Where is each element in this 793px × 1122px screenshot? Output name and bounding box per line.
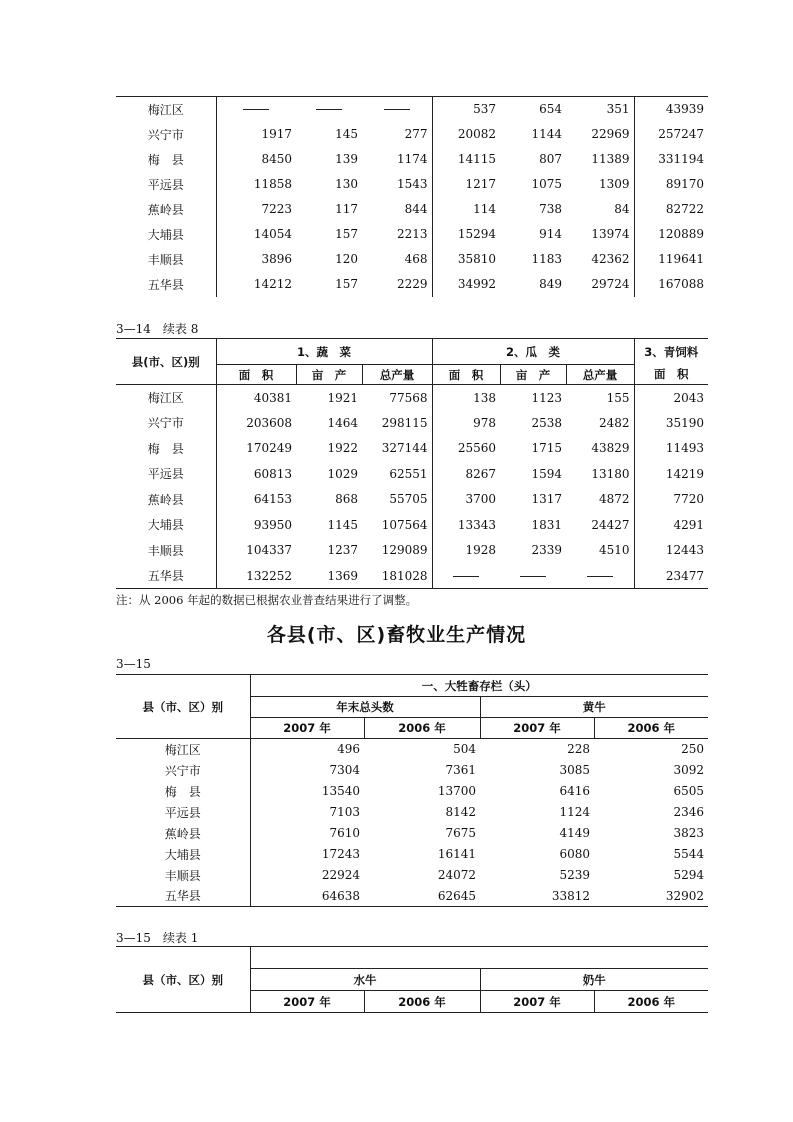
table-cell: 11389	[566, 147, 634, 172]
table-cell: 6080	[559, 847, 590, 861]
table-cell: 157	[335, 277, 358, 291]
table-row	[116, 122, 708, 147]
table-cell: 14115	[457, 152, 496, 166]
row-region-name: 五华县	[116, 563, 216, 589]
row-region-name: 蕉岭县	[116, 487, 216, 513]
table-cell: 1123	[531, 390, 563, 405]
table-cell	[500, 563, 566, 589]
table-cell	[296, 97, 362, 122]
table-cell: 7675	[445, 826, 476, 840]
table-cell: 13343	[457, 517, 497, 532]
table-cell: 5544	[673, 847, 704, 861]
table-cell: 5294	[673, 868, 704, 882]
header-total: 总产量	[566, 365, 634, 385]
table-cell: 2482	[566, 410, 634, 436]
table-cell: 7720	[673, 492, 705, 507]
table-cell: 35190	[665, 415, 705, 430]
table-cell: 129089	[362, 538, 432, 564]
table-cell: 504	[453, 742, 476, 757]
table-row	[116, 436, 708, 462]
row-region-name: 五华县	[116, 886, 250, 907]
table-row	[116, 802, 708, 823]
footnote: 注：从 2006 年起的数据已根据农业普查结果进行了调整。	[116, 593, 418, 607]
table-cell: 7304	[329, 763, 360, 777]
table-row	[116, 865, 708, 886]
table-cell	[216, 97, 296, 122]
table-cell: 1928	[465, 543, 497, 558]
header-melons: 2、瓜 类	[432, 339, 634, 365]
table-cell: 35810	[457, 252, 496, 266]
table-cell: 1715	[531, 441, 563, 456]
header-2007: 2007 年	[250, 991, 364, 1013]
dash-mark	[520, 576, 546, 577]
table-cell: 170249	[246, 441, 292, 456]
table-cell: 3085	[559, 763, 590, 777]
table-cell: 331194	[658, 152, 704, 166]
table-cell: 11858	[253, 177, 292, 191]
dash-mark	[453, 576, 479, 577]
table-cell: 2339	[531, 543, 563, 558]
table-cell: 849	[539, 277, 562, 291]
table-cell: 7103	[329, 805, 360, 819]
header-2007: 2007 年	[480, 991, 594, 1013]
table-body	[116, 385, 708, 589]
table-cell: 43939	[634, 97, 708, 122]
header-vegetables: 1、蔬 菜	[216, 339, 432, 365]
table-cell: 2213	[362, 222, 432, 247]
table-cell: 1217	[465, 177, 496, 191]
header-large-livestock: 一、大牲畜存栏（头）	[250, 675, 708, 697]
row-region-name: 蕉岭县	[116, 823, 250, 844]
table-cell: 2229	[362, 272, 432, 297]
table-cell: 11493	[665, 441, 705, 456]
table-cell	[432, 563, 500, 589]
table-cell	[362, 97, 432, 122]
table-cell: 77568	[362, 385, 432, 411]
table-cell: 1237	[327, 543, 358, 558]
table-cell: 42362	[566, 247, 634, 272]
table-cell: 139	[335, 152, 358, 166]
table-row	[116, 739, 708, 760]
table-label: 3—15	[116, 657, 151, 671]
header-blank	[250, 947, 708, 969]
table-cell: 1309	[566, 172, 634, 197]
table-cell: 120889	[658, 227, 704, 241]
table-cell: 2346	[673, 805, 704, 819]
table-cell: 130	[335, 177, 358, 191]
table-cell: 3896	[261, 252, 292, 266]
table-cell: 4291	[673, 517, 705, 532]
table-cell: 1464	[327, 415, 358, 430]
table-cell: 1174	[362, 147, 432, 172]
table-cell: 844	[362, 197, 432, 222]
table-cell: 14219	[665, 466, 705, 481]
table-cell: 20082	[457, 127, 496, 141]
table-cell: 34992	[457, 277, 496, 291]
table-cell: 155	[566, 385, 634, 411]
table-cell: 17243	[321, 847, 360, 861]
table-cell: 8142	[445, 805, 476, 819]
table-cell: 14054	[253, 227, 292, 241]
table-cell: 23477	[634, 563, 708, 589]
header-yield: 亩 产	[500, 365, 566, 385]
table-cell: 120	[335, 252, 358, 266]
table-row	[116, 385, 708, 411]
table-cell: 55705	[362, 487, 432, 513]
table-cell: 250	[681, 742, 704, 757]
table-cell: 1921	[327, 390, 358, 405]
table-cell: 3823	[673, 826, 704, 840]
header-green-fodder: 3、青饲料	[634, 339, 708, 365]
row-region-name: 梅江区	[116, 739, 250, 760]
dash-mark	[587, 576, 613, 577]
table-livestock	[116, 674, 708, 907]
row-region-name: 丰顺县	[116, 538, 216, 564]
table-row	[116, 272, 708, 297]
table-cell: 12443	[665, 543, 705, 558]
table-row	[116, 538, 708, 564]
table-cell: 145	[335, 127, 358, 141]
table-cell: 2538	[531, 415, 563, 430]
table-cell: 117	[335, 202, 358, 216]
table-label: 3—15 续表 1	[116, 931, 199, 945]
table-cell: 167088	[658, 277, 704, 291]
table-row	[116, 97, 708, 122]
table-cell: 114	[473, 202, 496, 216]
section-title: 各县(市、区)畜牧业生产情况	[266, 624, 527, 646]
row-region-name: 梅 县	[116, 147, 216, 172]
row-region-name: 梅江区	[116, 97, 216, 122]
header-2006: 2006 年	[594, 718, 708, 739]
header-area: 面 积	[432, 365, 500, 385]
table-row	[116, 147, 708, 172]
table-row	[116, 222, 708, 247]
row-region-name: 平远县	[116, 172, 216, 197]
header-2006: 2006 年	[364, 991, 480, 1013]
table-cell: 138	[473, 390, 497, 405]
header-cattle: 黄牛	[480, 697, 708, 718]
table-cell: 22969	[566, 122, 634, 147]
header-area: 面 积	[216, 365, 296, 385]
table-cell: 277	[362, 122, 432, 147]
table-cell: 33812	[480, 886, 594, 907]
table-cell: 351	[566, 97, 634, 122]
table-cell: 257247	[658, 127, 704, 141]
row-region-name: 平远县	[116, 461, 216, 487]
table-cell: 13540	[321, 784, 360, 798]
table-cell: 1917	[261, 127, 292, 141]
table-row	[116, 247, 708, 272]
header-dairy-cow: 奶牛	[480, 969, 708, 991]
table-cell: 14212	[253, 277, 292, 291]
table-cell: 228	[567, 742, 590, 757]
table-cell: 3700	[465, 492, 497, 507]
table-vegetables-melons	[116, 338, 708, 589]
table-cell: 32902	[594, 886, 708, 907]
table-cell: 181028	[362, 563, 432, 589]
table-cell: 4872	[566, 487, 634, 513]
table-buffalo-dairy	[116, 946, 708, 1013]
table-cell: 1124	[559, 805, 590, 819]
table-cell: 93950	[253, 517, 292, 532]
table-cell: 40381	[253, 390, 292, 405]
table-body	[116, 97, 708, 297]
table-cell: 104337	[246, 543, 292, 558]
row-region-name: 兴宁市	[116, 410, 216, 436]
table-cell: 64638	[250, 886, 364, 907]
table-cell: 1029	[327, 466, 358, 481]
table-cell: 64153	[253, 492, 292, 507]
table-cell: 978	[473, 415, 497, 430]
row-region-name: 大埔县	[116, 222, 216, 247]
table-cell: 16141	[437, 847, 476, 861]
table-cell: 5239	[559, 868, 590, 882]
row-region-name: 兴宁市	[116, 760, 250, 781]
table-cell: 1831	[531, 517, 563, 532]
dash-mark	[243, 109, 269, 110]
row-region-name: 丰顺县	[116, 247, 216, 272]
table-cell: 24072	[437, 868, 476, 882]
table-cell: 914	[539, 227, 562, 241]
table-label: 3—14 续表 8	[116, 322, 199, 336]
table-cell: 1144	[531, 127, 562, 141]
table-cell: 203608	[246, 415, 292, 430]
table-cell: 738	[539, 202, 562, 216]
table-cell: 298115	[362, 410, 432, 436]
table-cell: 24427	[566, 512, 634, 538]
table-cell: 1145	[327, 517, 358, 532]
table-cell: 119641	[658, 252, 704, 266]
table-cell: 15294	[457, 227, 496, 241]
header-2006: 2006 年	[594, 991, 708, 1013]
table-cell: 1594	[531, 466, 563, 481]
table-cell: 8450	[261, 152, 292, 166]
row-region-name: 梅江区	[116, 385, 216, 411]
table-cell: 84	[566, 197, 634, 222]
table-cell: 1369	[296, 563, 362, 589]
table-row	[116, 172, 708, 197]
table-row	[116, 844, 708, 865]
table-cell: 6505	[673, 784, 704, 798]
dash-mark	[384, 109, 410, 110]
table-cell: 654	[500, 97, 566, 122]
header-total: 总产量	[362, 365, 432, 385]
table-cell: 2043	[673, 390, 705, 405]
header-2007: 2007 年	[250, 718, 364, 739]
row-region-name: 兴宁市	[116, 122, 216, 147]
row-region-name: 丰顺县	[116, 865, 250, 886]
table-cell: 157	[335, 227, 358, 241]
table-cell: 43829	[566, 436, 634, 462]
table-cell: 868	[335, 492, 358, 507]
row-region-name: 五华县	[116, 272, 216, 297]
table-cell: 1183	[531, 252, 562, 266]
table-cell: 132252	[216, 563, 296, 589]
table-cell: 62645	[364, 886, 480, 907]
table-row	[116, 197, 708, 222]
table-row	[116, 487, 708, 513]
header-region: 县(市、区)别	[116, 339, 216, 385]
table-cell: 13180	[566, 461, 634, 487]
table-row	[116, 823, 708, 844]
table-cell: 13700	[437, 784, 476, 798]
table-cell: 327144	[362, 436, 432, 462]
table-row	[116, 563, 708, 589]
table-cell: 89170	[665, 177, 704, 191]
table-cell: 3092	[673, 763, 704, 777]
table-cell: 82722	[665, 202, 704, 216]
table-crops-continued	[116, 96, 708, 297]
table-cell: 537	[432, 97, 500, 122]
row-region-name: 平远县	[116, 802, 250, 823]
table-cell: 1543	[362, 172, 432, 197]
table-row	[116, 512, 708, 538]
table-cell: 8267	[465, 466, 497, 481]
header-region: 县（市、区）别	[116, 675, 250, 739]
table-cell: 7610	[329, 826, 360, 840]
table-body	[116, 739, 708, 907]
header-yield: 亩 产	[296, 365, 362, 385]
row-region-name: 蕉岭县	[116, 197, 216, 222]
table-cell	[566, 563, 634, 589]
table-cell: 22924	[321, 868, 360, 882]
table-cell: 29724	[566, 272, 634, 297]
row-region-name: 大埔县	[116, 512, 216, 538]
table-row	[116, 760, 708, 781]
table-cell: 496	[337, 742, 360, 757]
row-region-name: 梅 县	[116, 436, 216, 462]
table-cell: 1317	[531, 492, 563, 507]
dash-mark	[316, 109, 342, 110]
table-cell: 1922	[327, 441, 358, 456]
header-buffalo: 水牛	[250, 969, 480, 991]
row-region-name: 梅 县	[116, 781, 250, 802]
row-region-name: 大埔县	[116, 844, 250, 865]
table-cell: 60813	[253, 466, 292, 481]
table-cell: 4149	[559, 826, 590, 840]
table-row	[116, 781, 708, 802]
header-total-head: 年末总头数	[250, 697, 480, 718]
table-row	[116, 886, 708, 907]
table-row	[116, 461, 708, 487]
table-cell: 807	[539, 152, 562, 166]
table-cell: 107564	[362, 512, 432, 538]
table-cell: 1075	[531, 177, 562, 191]
table-cell: 468	[362, 247, 432, 272]
table-cell: 25560	[457, 441, 497, 456]
table-cell: 62551	[362, 461, 432, 487]
table-cell: 7223	[261, 202, 292, 216]
table-cell: 4510	[566, 538, 634, 564]
table-row	[116, 410, 708, 436]
header-2007: 2007 年	[480, 718, 594, 739]
header-2006: 2006 年	[364, 718, 480, 739]
header-area: 面 积	[634, 365, 708, 385]
table-cell: 6416	[559, 784, 590, 798]
table-cell: 13974	[566, 222, 634, 247]
table-cell: 7361	[445, 763, 476, 777]
header-region: 县（市、区）别	[116, 947, 250, 1013]
